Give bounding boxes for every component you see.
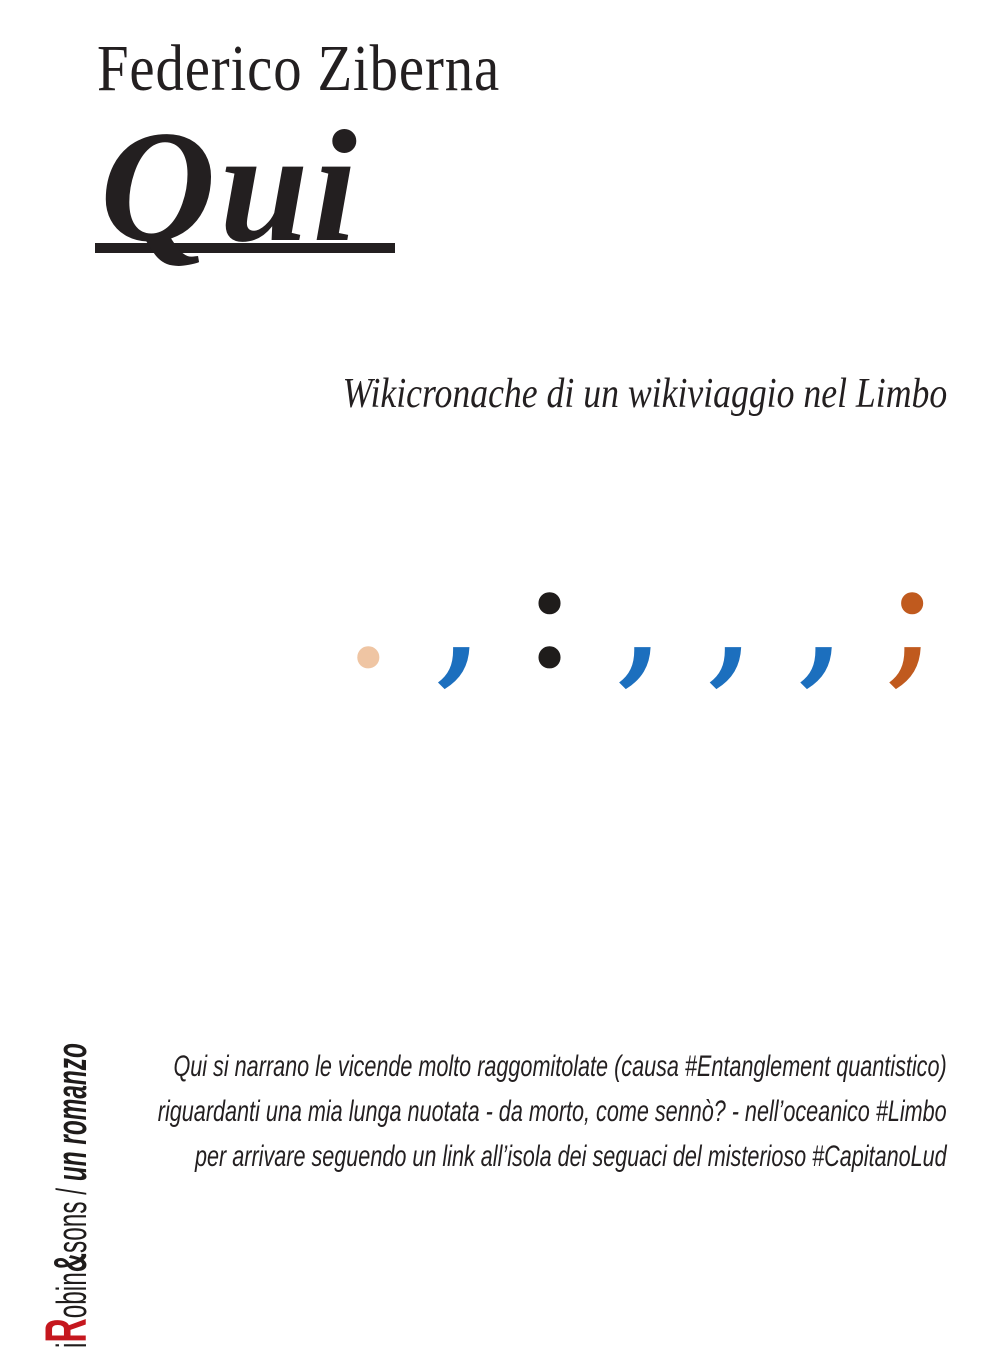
blue-comma-icon: , bbox=[431, 509, 486, 707]
subtitle: Wikicronache di un wikiviaggio nel Limbo bbox=[342, 371, 947, 417]
black-colon-icon: : bbox=[520, 509, 579, 707]
publisher-segment-romanzo: un romanzo bbox=[48, 1043, 95, 1182]
publisher-logo bbox=[34, 1043, 99, 1348]
publisher-segment-r-cap: R bbox=[34, 1318, 99, 1343]
punctuation-artwork bbox=[323, 509, 957, 707]
blue-comma-icon: , bbox=[613, 509, 668, 707]
publisher-segment-regular: obin bbox=[48, 1272, 95, 1319]
publisher-segment-regular: sons bbox=[48, 1201, 95, 1253]
peach-period-icon: . bbox=[341, 509, 396, 707]
orange-semicolon-icon: ; bbox=[883, 509, 941, 707]
publisher-segment-regular: i bbox=[48, 1342, 95, 1348]
book-title: Qui bbox=[100, 97, 361, 275]
blue-comma-icon: , bbox=[794, 509, 849, 707]
blurb-text bbox=[158, 1044, 947, 1179]
publisher-segment-amp: & bbox=[44, 1252, 96, 1273]
publisher-segment-slash: / bbox=[48, 1181, 95, 1202]
blurb-line: riguardanti una mia lunga nuotata - da morto, come sennò? - nell’oceanico #Limbo bbox=[158, 1095, 947, 1128]
blurb-line: Qui si narrano le vicende molto raggomitolate (causa #Entanglement quantistico) bbox=[173, 1050, 947, 1083]
author-name: Federico Ziberna bbox=[97, 32, 501, 105]
blue-comma-icon: , bbox=[703, 509, 758, 707]
blurb-line: per arrivare seguendo un link all’isola dei seguaci del misterioso #CapitanoLud bbox=[195, 1140, 948, 1173]
